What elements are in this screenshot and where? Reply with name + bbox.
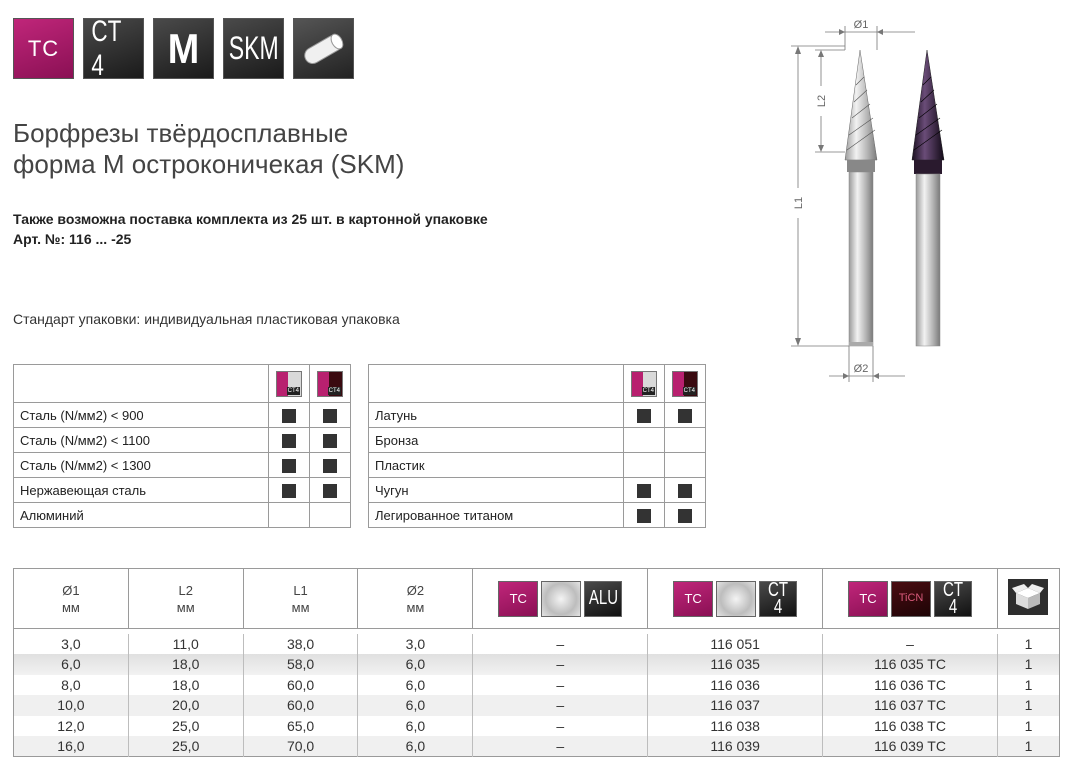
cell-qty: 1 (997, 654, 1059, 675)
silver-burr-icon (845, 50, 877, 346)
cell-d2: 3,0 (358, 634, 473, 655)
table-row (14, 634, 1060, 655)
cell-ticn: – (823, 634, 998, 655)
cell-alu: – (473, 654, 648, 675)
material-row (14, 453, 351, 478)
col-l1: L1 мм (243, 569, 358, 629)
material-label: Пластик (369, 453, 624, 478)
material-row (369, 403, 706, 428)
tc-ticn-ct4-icon (317, 371, 343, 397)
material-label: Нержавеющая сталь (14, 478, 269, 503)
col-alu (473, 569, 648, 629)
material-row (14, 403, 351, 428)
metal-icon (716, 581, 756, 617)
material-label: Чугун (369, 478, 624, 503)
cell-l2: 20,0 (128, 695, 243, 716)
metal-icon (541, 581, 581, 617)
cell-l1: 38,0 (243, 634, 358, 655)
col-ticn (823, 569, 998, 629)
ct4-icon: CT 4 (934, 581, 972, 617)
cell-l2: 18,0 (128, 675, 243, 696)
packaging-standard: Стандарт упаковки: индивидуальная пластиковая упаковка (13, 311, 400, 327)
cell-d2: 6,0 (358, 695, 473, 716)
cell-alu: – (473, 716, 648, 737)
cell-ticn: 116 035 TC (823, 654, 998, 675)
table-row (14, 716, 1060, 737)
cell-ticn: 116 036 TC (823, 675, 998, 696)
suitable-mark-icon (282, 409, 296, 423)
material-row (369, 478, 706, 503)
cell-d1: 6,0 (14, 654, 129, 675)
cell-qty: 1 (1024, 717, 1033, 734)
cell-ct4: 116 036 (648, 675, 823, 696)
tc-icon: TC (673, 581, 713, 617)
cell-d1: 3,0 (14, 634, 129, 655)
spec-header (14, 569, 1060, 629)
cell-l2: 25,0 (128, 736, 243, 757)
col-qty (997, 569, 1059, 629)
material-row (369, 428, 706, 453)
rod-icon (299, 29, 349, 69)
tc-icon: TC (848, 581, 888, 617)
suitable-mark-icon (323, 434, 337, 448)
ticn-burr-icon (912, 50, 944, 346)
suitable-mark-icon (678, 509, 692, 523)
material-label: Бронза (369, 428, 624, 453)
package-box-icon (1008, 579, 1048, 615)
cell-alu: – (473, 634, 648, 655)
material-row (369, 503, 706, 528)
materials-table-left (13, 364, 351, 528)
col-d1: Ø1 мм (14, 569, 129, 629)
alu-icon: ALU (584, 581, 622, 617)
spec-body (14, 629, 1060, 757)
table-row (14, 675, 1060, 696)
cell-l1: 60,0 (243, 675, 358, 696)
tc-ticn-ct4-icon (672, 371, 698, 397)
ticn-icon: TiCN (891, 581, 931, 617)
suitable-mark-icon (637, 484, 651, 498)
suitable-mark-icon (678, 484, 692, 498)
table-row (14, 654, 1060, 675)
cell-l2: 11,0 (128, 634, 243, 655)
tc-badge: TC (13, 18, 74, 79)
material-label: Сталь (N/мм2) < 1300 (14, 453, 269, 478)
cell-d2: 6,0 (358, 675, 473, 696)
cell-l2: 25,0 (128, 716, 243, 737)
cell-alu: – (473, 695, 648, 716)
cell-l1: 65,0 (243, 716, 358, 737)
l1-label: L1 (793, 196, 805, 210)
cell-d1: 8,0 (14, 675, 129, 696)
cell-qty: 1 (1024, 635, 1033, 652)
suitable-mark-icon (282, 459, 296, 473)
cell-qty: 1 (1024, 676, 1033, 693)
cell-d1: 16,0 (14, 736, 129, 757)
cell-ticn: 116 037 TC (823, 695, 998, 716)
kit-note: Также возможна поставка комплекта из 25 шт. в картонной упаковке Арт. №: 116 ... -25 (13, 211, 488, 247)
cell-d2: 6,0 (358, 716, 473, 737)
suitable-mark-icon (323, 459, 337, 473)
material-label: Сталь (N/мм2) < 1100 (14, 428, 269, 453)
suitable-mark-icon (637, 509, 651, 523)
suitable-mark-icon (637, 409, 651, 423)
page-title: Борфрезы твёрдосплавные форма M остроконичекая (SKM) (13, 118, 405, 179)
material-label: Алюминий (14, 503, 269, 528)
tc-icon: TC (498, 581, 538, 617)
m-badge: M (153, 18, 214, 79)
d2-label: Ø2 (853, 363, 869, 375)
materials-table-right (368, 364, 706, 528)
cell-d2: 6,0 (358, 736, 473, 757)
suitable-mark-icon (282, 484, 296, 498)
col-l2: L2 мм (128, 569, 243, 629)
skm-badge: SKM (223, 18, 284, 79)
table-row (14, 695, 1060, 716)
cell-ct4: 116 035 (648, 654, 823, 675)
tc-ct4-icon (631, 371, 657, 397)
suitable-mark-icon (323, 409, 337, 423)
cell-d1: 12,0 (14, 716, 129, 737)
cell-ct4: 116 051 (648, 634, 823, 655)
burr-drawing (785, 10, 965, 390)
col-ct4 (648, 569, 823, 629)
col-d2: Ø2 мм (358, 569, 473, 629)
suitable-mark-icon (323, 484, 337, 498)
product-badges (13, 14, 354, 82)
l2-label: L2 (816, 94, 828, 108)
material-label: Легированное титаном (369, 503, 624, 528)
cell-ticn: 116 039 TC (823, 736, 998, 757)
material-label: Сталь (N/мм2) < 900 (14, 403, 269, 428)
cell-ct4: 116 038 (648, 716, 823, 737)
cell-l2: 18,0 (128, 654, 243, 675)
cell-l1: 58,0 (243, 654, 358, 675)
cell-qty: 1 (997, 736, 1059, 757)
cell-qty: 1 (997, 695, 1059, 716)
d1-label: Ø1 (853, 19, 869, 31)
cell-ct4: 116 037 (648, 695, 823, 716)
cell-alu: – (473, 736, 648, 757)
material-row (14, 478, 351, 503)
suitable-mark-icon (282, 434, 296, 448)
cell-ticn: 116 038 TC (823, 716, 998, 737)
material-row (14, 428, 351, 453)
cell-d1: 10,0 (14, 695, 129, 716)
spec-table (13, 568, 1060, 757)
cell-alu: – (473, 675, 648, 696)
materials-header (14, 365, 351, 403)
suitable-mark-icon (678, 409, 692, 423)
material-row (14, 503, 351, 528)
rod-badge (293, 18, 354, 79)
cell-l1: 60,0 (243, 695, 358, 716)
cell-l1: 70,0 (243, 736, 358, 757)
cell-d2: 6,0 (358, 654, 473, 675)
tc-ct4-icon (276, 371, 302, 397)
ct4-icon: CT 4 (759, 581, 797, 617)
cell-ct4: 116 039 (648, 736, 823, 757)
materials-header (369, 365, 706, 403)
material-row (369, 453, 706, 478)
ct4-badge: CT 4 (83, 18, 144, 79)
material-label: Латунь (369, 403, 624, 428)
table-row (14, 736, 1060, 757)
